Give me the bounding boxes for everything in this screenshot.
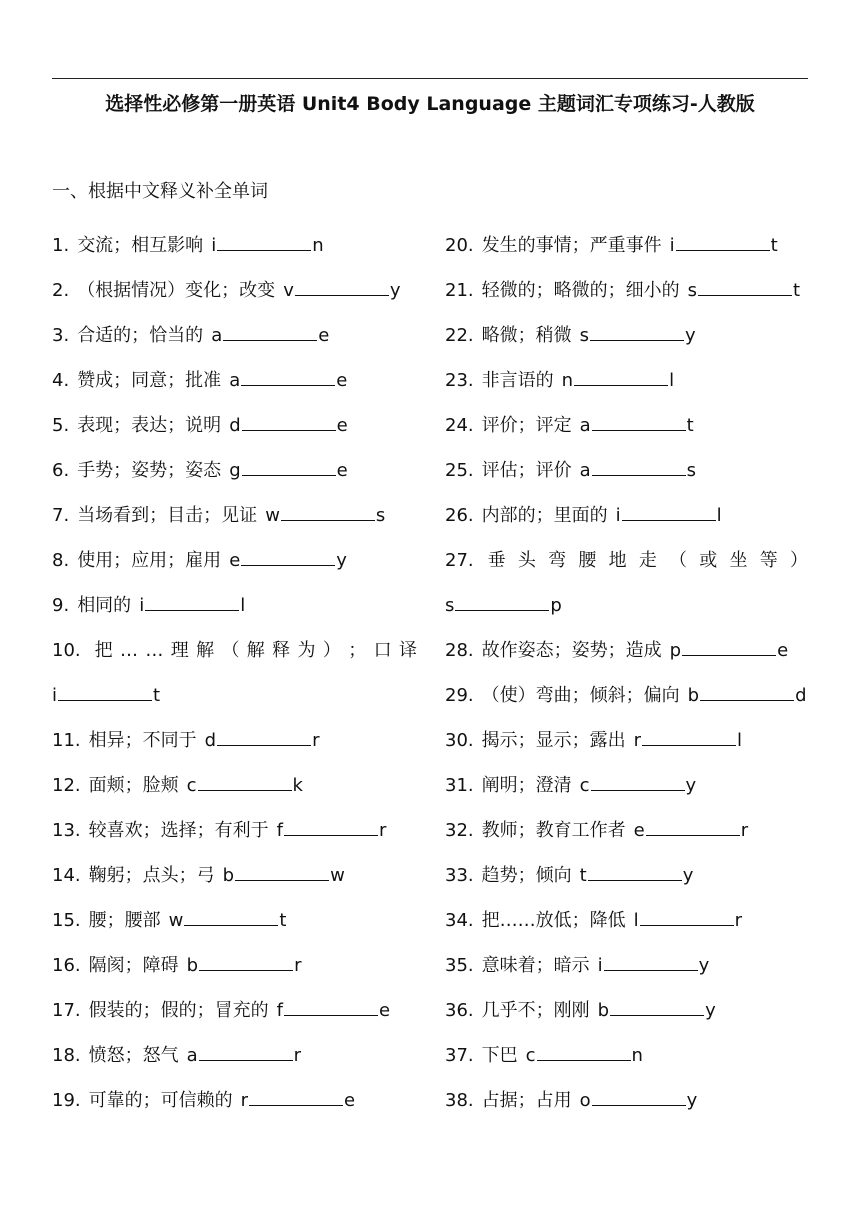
exercise-item [445, 223, 808, 268]
last-letter: r [734, 910, 743, 931]
first-letter: d [204, 730, 217, 751]
first-letter: a [229, 370, 241, 391]
item-number: 15. [52, 910, 81, 931]
last-letter: s [375, 505, 386, 526]
exercise-item [445, 268, 808, 313]
blank-line [698, 279, 792, 296]
last-letter: l [737, 730, 743, 751]
blank-line [700, 684, 794, 701]
exercise-item [52, 313, 417, 358]
answer-blank-group [688, 673, 807, 718]
answer-blank-group [580, 313, 696, 358]
first-letter: a [579, 460, 591, 481]
exercise-item [52, 538, 417, 583]
exercise-item-continuation [445, 583, 808, 628]
last-letter: e [777, 640, 789, 661]
chinese-meaning: 内部的；里面的 [481, 505, 608, 526]
chinese-meaning: 评估；评价 [481, 460, 572, 481]
answer-blank-group [277, 988, 390, 1033]
first-letter: s [445, 595, 455, 616]
answer-blank-group [526, 1033, 643, 1078]
blank-line [574, 369, 668, 386]
exercise-item-wrapped [445, 538, 808, 583]
item-number: 1. [52, 235, 70, 256]
item-number: 5. [52, 415, 70, 436]
first-letter: c [525, 1045, 536, 1066]
chinese-meaning: （根据情况）变化；改变 [77, 280, 276, 301]
last-letter: r [293, 1045, 302, 1066]
blank-line [591, 774, 685, 791]
chinese-meaning: 表现；表达；说明 [77, 415, 222, 436]
blank-line [199, 1044, 293, 1061]
item-number: 8. [52, 550, 70, 571]
answer-blank-group [211, 223, 323, 268]
item-number: 38. [445, 1090, 474, 1111]
exercise-item [52, 223, 417, 268]
chinese-meaning: 下巴 [481, 1045, 518, 1066]
blank-line [198, 774, 292, 791]
item-number: 11. [52, 730, 81, 751]
item-number: 4. [52, 370, 70, 391]
exercise-item [445, 358, 808, 403]
blank-line [676, 234, 770, 251]
answer-blank-group [634, 718, 742, 763]
last-letter: n [312, 235, 324, 256]
chinese-meaning: 意味着；暗示 [481, 955, 590, 976]
chinese-meaning: 轻微的；略微的；细小的 [481, 280, 680, 301]
chinese-meaning: 非言语的 [481, 370, 554, 391]
item-number: 34. [445, 910, 474, 931]
blank-line [249, 1089, 343, 1106]
last-letter: t [793, 280, 801, 301]
first-letter: w [265, 505, 280, 526]
blank-line [592, 414, 686, 431]
exercise-item [52, 988, 417, 1033]
first-letter: b [186, 955, 199, 976]
blank-line [242, 459, 336, 476]
last-letter: y [698, 955, 710, 976]
answer-blank-group [445, 583, 562, 628]
left-column [52, 223, 417, 1123]
exercise-item [445, 448, 808, 493]
first-letter: f [276, 1000, 283, 1021]
exercise-item [52, 853, 417, 898]
item-number: 9. [52, 595, 70, 616]
chinese-meaning: 腰；腰部 [88, 910, 161, 931]
last-letter: e [318, 325, 330, 346]
last-letter: y [389, 280, 401, 301]
chinese-meaning: 阐明；澄清 [481, 775, 572, 796]
last-letter: r [294, 955, 302, 976]
first-letter: g [229, 460, 241, 481]
item-number: 20. [445, 235, 474, 256]
item-number: 32. [445, 820, 474, 841]
exercise-item [445, 718, 808, 763]
answer-blank-group [187, 943, 302, 988]
first-letter: s [579, 325, 590, 346]
first-letter: t [579, 865, 587, 886]
item-number: 6. [52, 460, 70, 481]
first-letter: v [283, 280, 294, 301]
exercise-item [445, 898, 808, 943]
section-heading: 一、根据中文释义补全单词 [52, 181, 268, 202]
first-letter: e [633, 820, 645, 841]
exercise-item [52, 943, 417, 988]
last-letter: y [685, 325, 696, 346]
blank-line [199, 954, 293, 971]
first-letter: c [579, 775, 590, 796]
item-number: 29. [445, 685, 474, 706]
exercise-item [445, 853, 808, 898]
first-letter: b [687, 685, 700, 706]
first-letter: p [669, 640, 682, 661]
answer-blank-group [580, 403, 694, 448]
first-letter: i [615, 505, 621, 526]
chinese-meaning: （使）弯曲；倾斜；偏向 [481, 685, 680, 706]
exercise-item [52, 493, 417, 538]
chinese-meaning: 隔阂；障碍 [88, 955, 179, 976]
blank-line [610, 999, 704, 1016]
exercise-item [445, 628, 808, 673]
exercise-item [445, 313, 808, 358]
answer-blank-group [277, 808, 387, 853]
exercise-item [445, 673, 808, 718]
blank-line [592, 459, 686, 476]
blank-line [640, 909, 734, 926]
last-letter: y [686, 1090, 698, 1111]
chinese-meaning: 交流；相互影响 [77, 235, 204, 256]
answer-blank-group [229, 403, 348, 448]
last-letter: w [330, 865, 345, 886]
first-letter: i [52, 685, 58, 706]
blank-line [184, 909, 278, 926]
exercise-item-continuation [52, 673, 417, 718]
answer-blank-group [562, 358, 674, 403]
chinese-meaning: 发生的事情；严重事件 [481, 235, 662, 256]
last-letter: y [685, 775, 697, 796]
chinese-meaning: 教师；教育工作者 [481, 820, 626, 841]
exercise-item [445, 988, 808, 1033]
exercise-item [52, 268, 417, 313]
chinese-meaning: 把……放低；降低 [481, 910, 626, 931]
chinese-meaning: 鞠躬；点头；弓 [88, 865, 215, 886]
last-letter: l [669, 370, 675, 391]
chinese-meaning: 相同的 [77, 595, 132, 616]
first-letter: a [579, 415, 591, 436]
exercise-item [445, 493, 808, 538]
first-letter: r [633, 730, 642, 751]
item-number: 21. [445, 280, 474, 301]
answer-blank-group [634, 808, 748, 853]
answer-blank-group [670, 628, 789, 673]
answer-blank-group [187, 1033, 301, 1078]
blank-line [235, 864, 329, 881]
exercise-item-wrapped [52, 628, 417, 673]
exercise-item [52, 1078, 417, 1123]
item-number: 28. [445, 640, 474, 661]
chinese-meaning: 愤怒；怒气 [88, 1045, 179, 1066]
answer-blank-group [265, 493, 385, 538]
chinese-meaning: 当场看到；目击；见证 [77, 505, 258, 526]
last-letter: y [336, 550, 347, 571]
chinese-meaning: 略微；稍微 [481, 325, 572, 346]
last-letter: l [716, 505, 722, 526]
exercise-item [445, 1033, 808, 1078]
answer-blank-group [634, 898, 742, 943]
item-number: 23. [445, 370, 474, 391]
chinese-meaning: 评价；评定 [481, 415, 572, 436]
blank-line [590, 324, 684, 341]
exercise-item [52, 448, 417, 493]
first-letter: i [211, 235, 217, 256]
blank-line [295, 279, 389, 296]
blank-line [217, 729, 311, 746]
answer-blank-group [580, 853, 694, 898]
first-letter: b [222, 865, 235, 886]
blank-line [646, 819, 740, 836]
answer-blank-group [580, 1078, 698, 1123]
chinese-meaning: 使用；应用；雇用 [77, 550, 222, 571]
answer-blank-group [139, 583, 245, 628]
item-number: 22. [445, 325, 474, 346]
first-letter: n [561, 370, 574, 391]
item-number: 14. [52, 865, 81, 886]
blank-line [217, 234, 311, 251]
item-number: 13. [52, 820, 81, 841]
blank-line [145, 594, 239, 611]
blank-line [537, 1044, 631, 1061]
answer-blank-group [598, 943, 710, 988]
item-number: 17. [52, 1000, 81, 1021]
item-number: 18. [52, 1045, 81, 1066]
answer-blank-group [688, 268, 800, 313]
exercise-item [445, 763, 808, 808]
blank-line [455, 594, 549, 611]
answer-blank-group [229, 538, 347, 583]
exercise-item [445, 943, 808, 988]
chinese-meaning: 趋势；倾向 [481, 865, 572, 886]
blank-line [588, 864, 682, 881]
last-letter: l [240, 595, 246, 616]
exercise-item [52, 808, 417, 853]
first-letter: f [276, 820, 283, 841]
last-letter: r [740, 820, 749, 841]
first-letter: l [633, 910, 639, 931]
blank-line [592, 1089, 686, 1106]
last-letter: e [336, 460, 348, 481]
last-letter: e [378, 1000, 391, 1021]
first-letter: o [579, 1090, 591, 1111]
chinese-meaning: 相异；不同于 [88, 730, 197, 751]
last-letter: t [153, 685, 161, 706]
last-letter: k [292, 775, 303, 796]
item-number: 35. [445, 955, 474, 976]
item-number: 10. [52, 640, 81, 661]
blank-line [604, 954, 698, 971]
blank-line [682, 639, 776, 656]
header-rule [52, 78, 808, 79]
blank-line [58, 684, 152, 701]
exercise-item [52, 763, 417, 808]
last-letter: t [770, 235, 778, 256]
exercise-item [445, 1078, 808, 1123]
first-letter: w [168, 910, 184, 931]
last-letter: t [686, 415, 694, 436]
answer-blank-group [229, 358, 347, 403]
first-letter: d [229, 415, 241, 436]
answer-blank-group [580, 448, 696, 493]
chinese-meaning: 揭示；显示；露出 [481, 730, 626, 751]
exercise-item [52, 583, 417, 628]
blank-line [241, 549, 335, 566]
answer-blank-group [283, 268, 400, 313]
item-number: 3. [52, 325, 70, 346]
first-letter: e [229, 550, 241, 571]
chinese-meaning: 故作姿态；姿势；造成 [481, 640, 662, 661]
item-number: 2. [52, 280, 70, 301]
answer-blank-group [223, 853, 345, 898]
item-number: 33. [445, 865, 474, 886]
answer-blank-group [169, 898, 287, 943]
first-letter: a [186, 1045, 198, 1066]
last-letter: s [686, 460, 697, 481]
exercise-item [445, 403, 808, 448]
answer-blank-group [580, 763, 697, 808]
answer-blank-group [598, 988, 716, 1033]
first-letter: r [240, 1090, 249, 1111]
exercise-item [52, 718, 417, 763]
exercise-item [445, 808, 808, 853]
blank-line [284, 999, 378, 1016]
item-number: 30. [445, 730, 474, 751]
answer-blank-group [229, 448, 348, 493]
chinese-meaning: 赞成；同意；批准 [77, 370, 222, 391]
item-number: 27. [445, 550, 474, 571]
chinese-meaning: 面颊；脸颊 [88, 775, 179, 796]
first-letter: c [186, 775, 197, 796]
item-number: 24. [445, 415, 474, 436]
chinese-meaning: 假装的；假的；冒充的 [88, 1000, 269, 1021]
last-letter: e [336, 415, 348, 436]
last-letter: n [631, 1045, 643, 1066]
first-letter: b [597, 1000, 610, 1021]
exercise-item [52, 898, 417, 943]
answer-blank-group [211, 313, 329, 358]
last-letter: d [795, 685, 807, 706]
blank-line [241, 369, 335, 386]
item-number: 16. [52, 955, 81, 976]
last-letter: p [550, 595, 562, 616]
item-number: 26. [445, 505, 474, 526]
first-letter: a [211, 325, 223, 346]
first-letter: s [687, 280, 698, 301]
right-column [445, 223, 808, 1123]
item-number: 7. [52, 505, 70, 526]
last-letter: r [378, 820, 387, 841]
chinese-meaning: 垂 头 弯 腰 地 走 （ 或 坐 等 ） [487, 550, 808, 571]
blank-line [622, 504, 716, 521]
chinese-meaning: 可靠的；可信赖的 [88, 1090, 233, 1111]
first-letter: i [669, 235, 675, 256]
answer-blank-group [670, 223, 778, 268]
last-letter: y [682, 865, 694, 886]
first-letter: i [139, 595, 145, 616]
exercise-item [52, 1033, 417, 1078]
blank-line [642, 729, 736, 746]
item-number: 19. [52, 1090, 81, 1111]
last-letter: r [312, 730, 320, 751]
answer-blank-group [187, 763, 303, 808]
blank-line [242, 414, 336, 431]
chinese-meaning: 把 … … 理 解 （ 解 释 为 ） ； 口 译 [94, 640, 417, 661]
first-letter: i [597, 955, 603, 976]
last-letter: t [279, 910, 287, 931]
item-number: 37. [445, 1045, 474, 1066]
answer-blank-group [205, 718, 320, 763]
chinese-meaning: 手势；姿势；姿态 [77, 460, 222, 481]
item-number: 31. [445, 775, 474, 796]
chinese-meaning: 几乎不；刚刚 [481, 1000, 590, 1021]
chinese-meaning: 占据；占用 [481, 1090, 572, 1111]
chinese-meaning: 合适的；恰当的 [77, 325, 204, 346]
answer-blank-group [616, 493, 722, 538]
blank-line [223, 324, 317, 341]
last-letter: e [344, 1090, 356, 1111]
item-number: 36. [445, 1000, 474, 1021]
exercise-item [52, 403, 417, 448]
last-letter: y [705, 1000, 716, 1021]
item-number: 12. [52, 775, 81, 796]
chinese-meaning: 较喜欢；选择；有利于 [88, 820, 269, 841]
blank-line [281, 504, 375, 521]
item-number: 25. [445, 460, 474, 481]
answer-blank-group [52, 673, 160, 718]
document-title: 选择性必修第一册英语 Unit4 Body Language 主题词汇专项练习-人教版 [105, 93, 755, 115]
exercise-item [52, 358, 417, 403]
answer-blank-group [241, 1078, 355, 1123]
last-letter: e [336, 370, 348, 391]
blank-line [284, 819, 378, 836]
